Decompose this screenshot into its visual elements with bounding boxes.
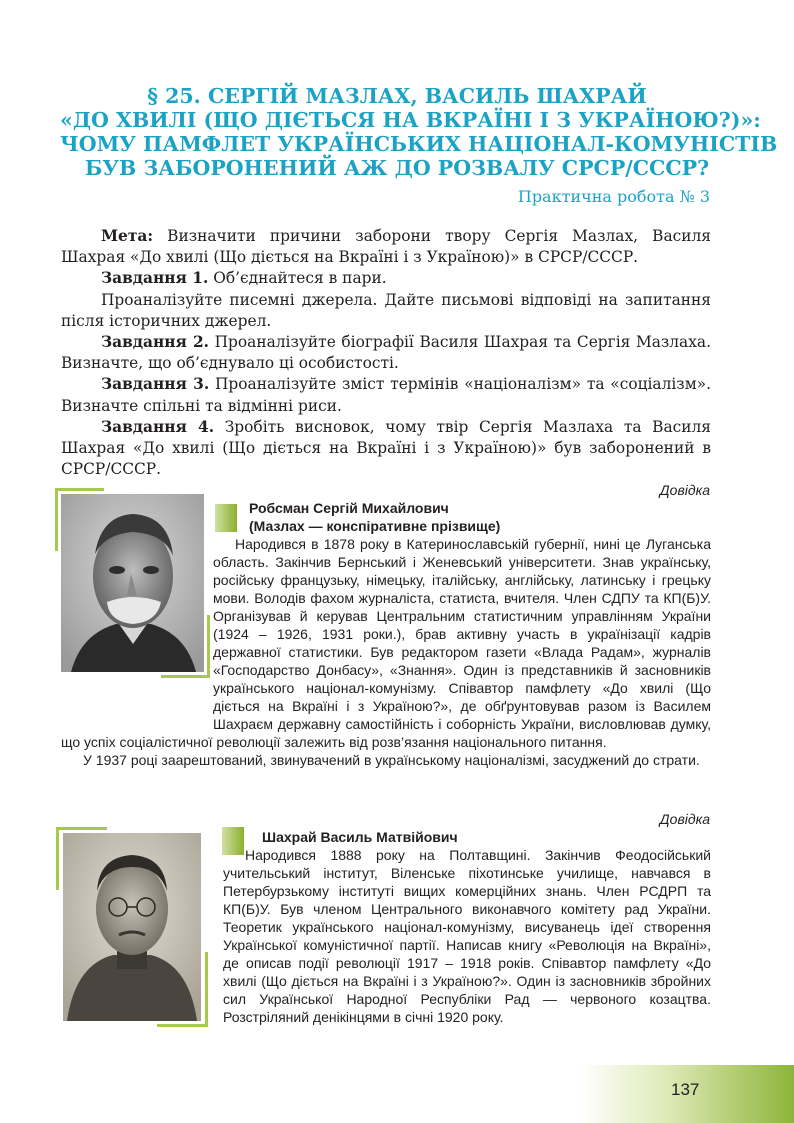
title-line: § 25. СЕРГІЙ МАЗЛАХ, ВАСИЛЬ ШАХРАЙ — [147, 84, 647, 108]
goal-label: Мета: — [101, 227, 154, 245]
practical-work-label: Практична робота № 3 — [517, 187, 710, 206]
biography-text: Народився 1888 року на Полтавщині. Закінчив Феодосійський учительський інститут, Віленське піхотинське училище, навчався в Петербурзькому інституті вищих комерційних знань. Член РСДРП та КП(Б)У. Був членом Центрального виконавчого комітету рад України. Теоретик українського націонал-комунізму, висуванець ідеї створення Української комуністичної партії. Написав книгу «Революція на Вкраїні», де описав події революції 1917 – 1918 років. Співавтор памфлету «До хвилі (Що діється на Вкраїні і з Україною?». Один із засновників збройних сил Української Народної Республіки Рад — червоного козацтва. Розстріляний денікінцями в січні 1920 року. — [223, 847, 711, 1025]
person-name: Шахрай Василь Матвійович — [262, 829, 458, 845]
task-label: Завдання 2. — [101, 333, 210, 352]
task-1-body: Проаналізуйте писемні джерела. Дайте письмові відповіді на запитання після історичних джерел. — [61, 290, 711, 330]
task-1 — [61, 268, 711, 289]
task-label: Завдання 4. — [101, 417, 215, 436]
goal-paragraph — [61, 226, 711, 268]
reference-mazlakh — [61, 499, 711, 769]
chapter-title — [60, 84, 778, 180]
biography-text: У 1937 році заарештований, звинувачений в українському націоналізмі, засуджений до страти. — [83, 752, 700, 768]
task-text: Об’єднайтеся в пари. — [208, 269, 387, 288]
task-3 — [61, 374, 711, 416]
reference-label: Довідка — [659, 482, 710, 498]
goal-text: Визначити причини заборони твору Сергія Мазлах, Василя Шахрая «До хвилі (Що діється на Вкраїні і з Україною)» в СРСР/СССР. — [61, 227, 711, 267]
task-text: Проаналізуйте біографії Василя Шахрая та Сергія Мазлаха. Визначте, що об’єднувало ці особистості. — [61, 333, 711, 373]
task-2 — [61, 332, 711, 374]
title-line: БУВ ЗАБОРОНЕНИЙ АЖ ДО РОЗВАЛУ СРСР/СССР? — [84, 156, 710, 180]
page-number: 137 — [671, 1080, 700, 1099]
biography-text: Народився в 1878 року в Катеринославській губернії, нині це Луганська область. Закінчив Бернський і Женевський університети. Знав українську, російську французьку, німецьку, італійську, англійську, латинську і грецьку мови. Володів фахом журналіста, статиста, вчителя. Член СДПУ та КП(Б)У. Організував й керував Центральним статистичним управлінням України (1924 – 1926, 1931 роки.), брав активну участь в українізації кадрів державної статистики. Був редактором газети «Влада Радам», журналів «Господарство Донбасу», «Знання». Один із представників й засновників українського націонал-комунізму. Співавтор памфлету «До хвилі (Що діється на Вкраїні і з Україною?», де обґрунтовував разом із Василем Шахраєм державну самостійність і соборність України, висловлював думку, що успіх соціалістичної революції залежить від розв’язання національного питання. — [61, 536, 711, 750]
reference-shakhrai — [61, 828, 711, 1056]
title-line: «ДО ХВИЛІ (ЩО ДІЄТЬСЯ НА ВКРАЇНІ І З УКРАЇНОЮ?)»: — [60, 108, 761, 132]
task-text: Зробіть висновок, чому твір Сергія Мазлаха та Василя Шахрая «До хвилі (Що діється на Вкраїні і з Україною)» був заборонений в СРСР/СССР. — [61, 417, 712, 479]
person-name: Робсман Сергій Михайлович — [249, 500, 449, 516]
task-4 — [61, 417, 711, 481]
photo-float-spacer — [61, 535, 213, 731]
task-label: Завдання 1. — [101, 269, 209, 288]
person-name-note: (Мазлах — конспіративне прізвище) — [249, 518, 501, 534]
reference-label: Довідка — [659, 811, 710, 827]
task-text: Проаналізуйте зміст термінів «націоналізм» та «соціалізм». Визначте спільні та відмінні риси. — [61, 375, 711, 415]
title-line: ЧОМУ ПАМФЛЕТ УКРАЇНСЬКИХ НАЦІОНАЛ-КОМУНІСТІВ — [60, 132, 778, 156]
photo-float-spacer — [61, 846, 223, 1056]
task-label: Завдання 3. — [101, 375, 210, 394]
tasks-block — [61, 226, 711, 480]
